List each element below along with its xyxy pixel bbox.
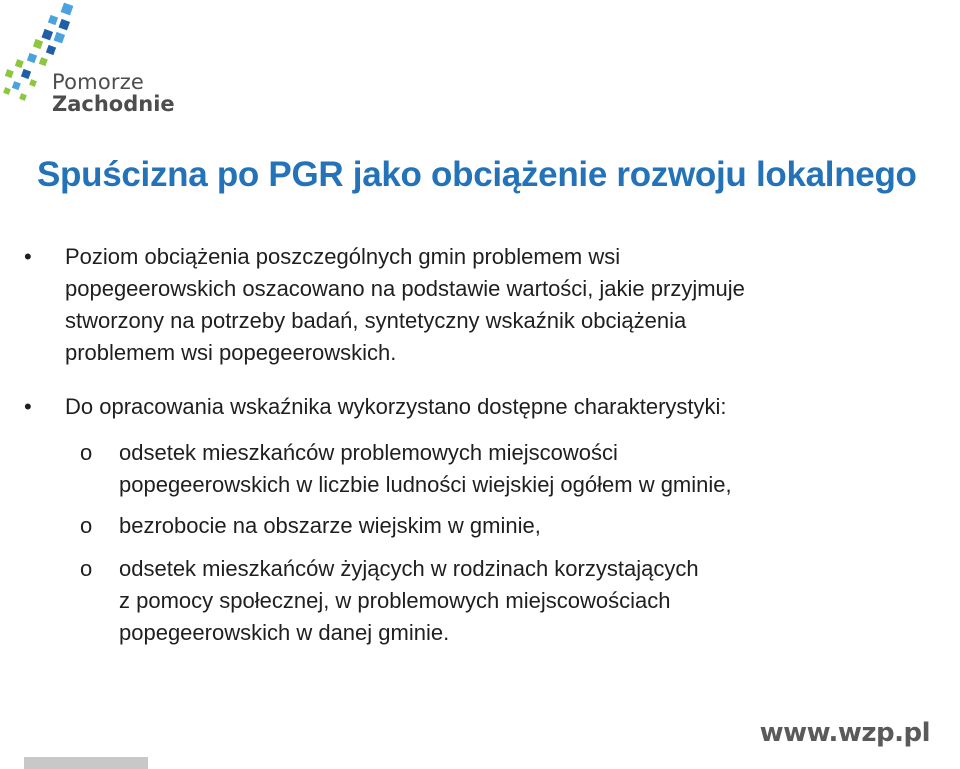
bullet-text: Poziom obciążenia poszczególnych gmin problemem wsi popegeerowskich oszacowano na podstawie wartości, jakie przyjmuje stworzony na potrzeby badań, syntetyczny wskaźnik obciążenia problemem wsi popegeerowskich. [65, 244, 745, 365]
sub-bullet-marker: o [80, 556, 93, 581]
sub-bullet-marker: o [80, 513, 93, 538]
logo-line-zachodnie: Zachodnie [52, 92, 175, 116]
sub-bullet-text: bezrobocie na obszarze wiejskim w gminie, [119, 513, 541, 538]
logo-wordmark [52, 72, 175, 115]
bullet-text: Do opracowania wskaźnika wykorzystano dostępne charakterystyki: [65, 394, 727, 419]
bullet-marker: • [24, 244, 32, 269]
slide-title: Spuścizna po PGR jako obciążenie rozwoju lokalnego [37, 155, 917, 194]
sub-bullet-text: odsetek mieszkańców żyjących w rodzinach korzystających z pomocy społecznej, w problemowych miejscowościach popegeerowskich w danej gminie. [119, 556, 699, 645]
pomorze-zachodnie-logo [0, 0, 175, 120]
footer-url: www.wzp.pl [759, 718, 930, 748]
logo-line-pomorze: Pomorze [52, 70, 145, 94]
footer-bar [24, 757, 148, 769]
sub-bullet-marker: o [80, 440, 93, 465]
bullet-marker: • [24, 394, 32, 419]
sub-bullet-text: odsetek mieszkańców problemowych miejscowości popegeerowskich w liczbie ludności wiejskiej ogółem w gminie, [119, 440, 732, 497]
